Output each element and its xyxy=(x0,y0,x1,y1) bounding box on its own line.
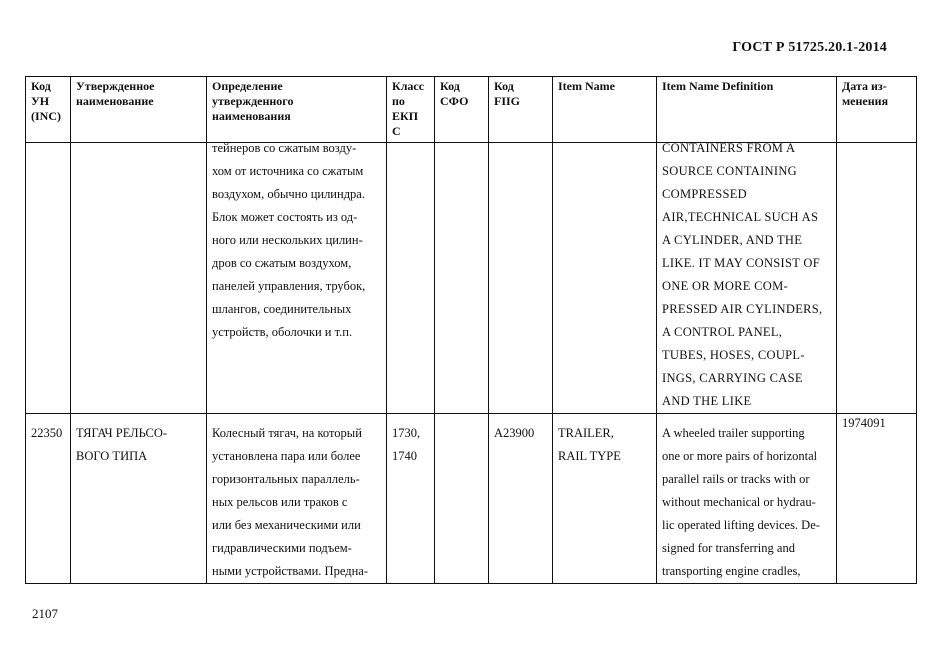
text-line: transporting engine cradles, xyxy=(662,564,801,578)
text-line: 1974091 xyxy=(842,416,886,430)
col-header-inc xyxy=(26,77,71,143)
cell-definition xyxy=(207,414,387,584)
text-line: Колесный тягач, на который xyxy=(212,426,362,440)
col-header-definition xyxy=(207,77,387,143)
table-row xyxy=(26,414,917,584)
text-line: Item Name xyxy=(558,79,615,93)
cell-class xyxy=(387,143,435,414)
cell-item-name xyxy=(553,143,657,414)
text-line: parallel rails or tracks with or xyxy=(662,472,810,486)
text-line: гидравлическими подъем- xyxy=(212,541,352,555)
table-header-row xyxy=(26,77,917,143)
header-cell xyxy=(662,79,831,94)
col-header-date xyxy=(837,77,917,143)
text-line: тейнеров со сжатым возду- xyxy=(212,141,357,155)
page-number: 2107 xyxy=(32,606,58,621)
header-cell xyxy=(76,79,201,109)
text-line: Код xyxy=(440,79,460,93)
cell-inc xyxy=(26,143,71,414)
text-line: 1730, xyxy=(392,426,421,440)
cell-item-name xyxy=(553,414,657,584)
cell-inc xyxy=(26,414,71,584)
text-line: (INC) xyxy=(31,109,61,123)
header-cell xyxy=(392,79,429,139)
text-line: CONTAINERS FROM A xyxy=(662,141,796,155)
text-line: LIKE. IT MAY CONSIST OF xyxy=(662,256,820,270)
cell-item-definition xyxy=(657,143,837,414)
text-line: ного или нескольких цилин- xyxy=(212,233,363,247)
text-line: SOURCE CONTAINING xyxy=(662,164,798,178)
text-line: A wheeled trailer supporting xyxy=(662,426,805,440)
text-line: дров со сжатым воздухом, xyxy=(212,256,352,270)
text-line: AND THE LIKE xyxy=(662,394,752,408)
cell-date xyxy=(837,143,917,414)
text-line: менения xyxy=(842,94,889,108)
text-line: lic operated lifting devices. De- xyxy=(662,518,820,532)
text-line: наименования xyxy=(212,109,291,123)
header-cell xyxy=(558,79,651,94)
text-line: СФО xyxy=(440,94,469,108)
text-line: one or more pairs of horizontal xyxy=(662,449,818,463)
text-line: COMPRESSED xyxy=(662,187,747,201)
text-line: горизонтальных параллель- xyxy=(212,472,360,486)
text-line: PRESSED AIR CYLINDERS, xyxy=(662,302,823,316)
text-line: ными устройствами. Предна- xyxy=(212,564,368,578)
cell-class xyxy=(387,414,435,584)
text-line: утвержденного xyxy=(212,94,294,108)
header-cell xyxy=(494,79,547,109)
text-line: Item Name Definition xyxy=(662,79,774,93)
col-header-name xyxy=(71,77,207,143)
col-header-sfo xyxy=(435,77,489,143)
text-line: по xyxy=(392,94,405,108)
col-header-fiig xyxy=(489,77,553,143)
text-line: или без механическими или xyxy=(212,518,361,532)
catalog-table xyxy=(25,76,917,584)
text-line: A23900 xyxy=(494,426,535,440)
text-line: A CYLINDER, AND THE xyxy=(662,233,803,247)
document-header-title: ГОСТ Р 51725.20.1-2014 xyxy=(732,40,887,55)
text-line: устройств, оболочки и т.п. xyxy=(212,325,353,339)
cell-item-definition xyxy=(657,414,837,584)
text-line: 1740 xyxy=(392,449,417,463)
text-line: С xyxy=(392,124,401,138)
cell-sfo xyxy=(435,143,489,414)
text-line: ЕКП xyxy=(392,109,419,123)
col-header-class xyxy=(387,77,435,143)
text-line: 22350 xyxy=(31,426,63,440)
text-line: панелей управления, трубок, xyxy=(212,279,366,293)
text-line: шлангов, соединительных xyxy=(212,302,352,316)
cell-date xyxy=(837,414,917,584)
col-header-item-definition xyxy=(657,77,837,143)
text-line: Определение xyxy=(212,79,283,93)
text-line: ТЯГАЧ РЕЛЬСО- xyxy=(76,426,168,440)
cell-sfo xyxy=(435,414,489,584)
text-line: A CONTROL PANEL, xyxy=(662,325,783,339)
text-line: Блок может состоять из од- xyxy=(212,210,358,224)
text-line: Класс xyxy=(392,79,425,93)
text-line: INGS, CARRYING CASE xyxy=(662,371,803,385)
text-line: Код xyxy=(31,79,51,93)
col-header-item-name xyxy=(553,77,657,143)
text-line: УН xyxy=(31,94,50,108)
header-cell xyxy=(440,79,483,109)
text-line: хом от источника со сжатым xyxy=(212,164,364,178)
text-line: ONE OR MORE COM- xyxy=(662,279,788,293)
text-line: ных рельсов или траков с xyxy=(212,495,348,509)
text-line: TRAILER, xyxy=(558,426,614,440)
text-line: without mechanical or hydrau- xyxy=(662,495,816,509)
table-row xyxy=(26,143,917,414)
header-cell xyxy=(31,79,65,124)
text-line: воздухом, обычно цилиндра. xyxy=(212,187,365,201)
header-cell xyxy=(212,79,381,124)
text-line: Код xyxy=(494,79,514,93)
text-line: TUBES, HOSES, COUPL- xyxy=(662,348,805,362)
header-cell xyxy=(842,79,911,109)
text-line: AIR,TECHNICAL SUCH AS xyxy=(662,210,819,224)
text-line: FIIG xyxy=(494,94,521,108)
text-line: Дата из- xyxy=(842,79,887,93)
text-line: установлена пара или более xyxy=(212,449,361,463)
text-line: RAIL TYPE xyxy=(558,449,621,463)
text-line: ВОГО ТИПА xyxy=(76,449,148,463)
cell-fiig xyxy=(489,414,553,584)
text-line: signed for transferring and xyxy=(662,541,795,555)
cell-name xyxy=(71,414,207,584)
cell-name xyxy=(71,143,207,414)
cell-definition xyxy=(207,143,387,414)
text-line: наименование xyxy=(76,94,154,108)
cell-fiig xyxy=(489,143,553,414)
text-line: Утвержденное xyxy=(76,79,155,93)
